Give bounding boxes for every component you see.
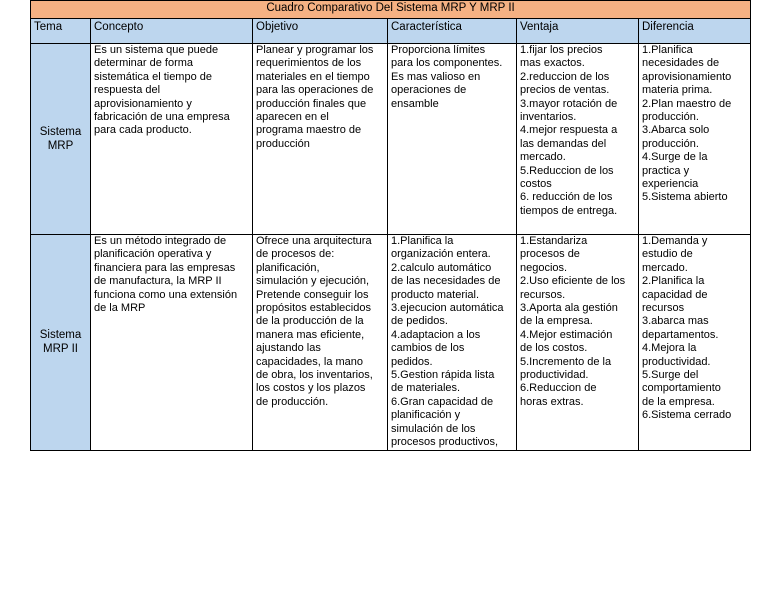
cell-line: 6.Sistema cerrado [642,409,732,422]
cell-line: practica y [642,164,690,177]
concepto-cell [91,235,253,451]
comparison-table [30,0,751,451]
cell-line: 1.fijar los precios [520,44,603,56]
tema-cell [31,44,91,235]
cell-line: procesos de [520,248,580,261]
cell-line: cambios de los [391,342,465,355]
cell-line: de manufactura, la MRP II [94,275,222,288]
cell-line: aparecen en el [256,111,329,124]
cell-line: mercado. [520,151,566,164]
cell-line: 2.Planifica la [642,275,705,288]
ventaja-cell [517,44,639,235]
cell-line: operaciones de [391,84,467,97]
cell-line: 3.Abarca solo [642,124,710,137]
cell-line: requerimientos de los [256,57,362,70]
cell-line: ajustando las [256,342,321,355]
table-row [31,235,751,451]
cell-line: 2.calculo automático [391,261,492,274]
cell-line: de producción. [256,395,329,408]
cell-line: de obra, los inventarios, [256,369,373,382]
header-caracteristica: Característica [388,19,517,44]
cell-line: producto material. [391,288,480,301]
diferencia-cell [639,235,751,451]
cell-line: propósitos establecidos [256,302,371,315]
cell-line: materia prima. [642,84,713,97]
cell-line: capacidad de [642,288,708,301]
cell-line: experiencia [642,178,699,191]
cell-line: 3.mayor rotación de [520,97,618,110]
cell-line: comportamiento [642,382,721,395]
cell-line: de procesos de: [256,248,335,261]
cell-line: Sistema [39,126,82,138]
ventaja-cell [517,235,639,451]
table-title-row [31,1,751,19]
diferencia-cell [639,44,751,235]
cell-line: Es un sistema que puede [94,44,219,56]
cell-line: 2.Uso eficiente de los [520,275,626,288]
cell-line: mas exactos. [520,57,585,70]
cell-line: 4.Surge de la [642,151,708,164]
cell-line: organización entera. [391,248,491,261]
cell-line: 1.Planifica la [391,235,454,247]
header-tema: Tema [31,19,91,44]
cell-line: 1.Estandariza [520,235,588,247]
tema-cell [31,235,91,451]
cell-line: necesidades de [642,57,720,70]
table-row [31,44,751,235]
cell-line: planificación operativa y [94,248,212,261]
cell-line: las demandas del [520,137,607,150]
cell-line: 4.adaptacion a los [391,328,481,341]
cell-line: planificación, [256,261,320,274]
cell-line: materiales en el tiempo [256,70,370,83]
cell-line: 3.ejecucion automática [391,302,504,315]
cell-line: de la empresa. [520,315,593,328]
cell-line: 6.Gran capacidad de [391,395,494,408]
cell-line: estudio de [642,248,693,261]
cell-line: producción [256,137,310,150]
cell-line: capacidades, la mano [256,355,364,368]
cell-line: programa maestro de [256,124,362,137]
header-ventaja: Ventaja [517,19,639,44]
cell-line: procesos productivos, [391,436,498,449]
cell-line: producción. [642,111,699,124]
cell-line: Es un método integrado de [94,235,227,247]
cell-line: pedidos. [391,355,433,368]
cell-line: MRP II [43,343,78,356]
cell-line: precios de ventas. [520,84,610,97]
cell-line: Ofrece una arquitectura [256,235,372,247]
header-diferencia: Diferencia [639,19,751,44]
cell-line: 2.reduccion de los [520,70,610,83]
cell-line: financiera para las empresas [94,261,236,274]
cell-line: respuesta del [94,84,161,97]
cell-line: los costos y los plazos [256,382,366,395]
objetivo-cell [253,235,388,451]
cell-line: negocios. [520,261,568,274]
cell-line: ensamble [391,97,439,110]
cell-line: aprovisionamiento y [94,97,192,110]
cell-line: 5.Incremento de la [520,355,612,368]
cell-line: de las necesidades de [391,275,501,288]
cell-line: recursos [642,302,685,315]
cell-line: de la producción de la [256,315,364,328]
cell-line: aprovisionamiento [642,70,732,83]
cell-line: 4.Mejor estimación [520,328,613,341]
cell-line: Sistema [39,329,82,342]
cell-line: fabricación de una empresa [94,111,230,124]
cell-line: funciona como una extensión [94,288,238,301]
cell-line: para cada producto. [94,124,192,137]
concepto-cell [91,44,253,235]
cell-line: tiempos de entrega. [520,204,618,217]
cell-line: 2.Plan maestro de [642,97,732,110]
cell-line: 5.Gestion rápida lista [391,369,495,382]
cell-line: simulación y ejecución, [256,275,370,288]
cell-line: 4.mejor respuesta a [520,124,618,137]
cell-line: 5.Sistema abierto [642,191,728,204]
cell-line: recursos. [520,288,566,301]
cell-line: inventarios. [520,111,577,124]
cell-line: producción. [642,137,699,150]
caracteristica-cell [388,235,517,451]
cell-line: 5.Surge del [642,369,699,382]
cell-line: manera mas eficiente, [256,328,365,341]
cell-line: Planear y programar los [256,44,374,56]
cell-line: para los componentes. [391,57,503,70]
cell-line: productividad. [520,369,589,382]
cell-line: MRP [47,140,74,152]
cell-line: para las operaciones de [256,84,374,97]
cell-line: Pretende conseguir los [256,288,369,301]
objetivo-cell [253,44,388,235]
cell-line: productividad. [642,355,711,368]
cell-line: horas extras. [520,395,584,408]
cell-line: 3.Aporta ala gestión [520,302,618,315]
header-concepto: Concepto [91,19,253,44]
cell-line: 1.Demanda y [642,235,708,247]
cell-line: de materiales. [391,382,461,395]
cell-line: de la empresa. [642,395,715,408]
cell-line: determinar de forma [94,57,194,70]
cell-line: costos [520,178,552,191]
cell-line: de los costos. [520,342,588,355]
cell-line: mercado. [642,261,688,274]
cell-line: producción finales que [256,97,367,110]
cell-line: simulación de los [391,422,476,435]
table-title: Cuadro Comparativo Del Sistema MRP Y MRP II [31,1,751,19]
cell-line: 3.abarca mas [642,315,709,328]
cell-line: planificación y [391,409,461,422]
cell-line: Proporciona límites [391,44,486,56]
cell-line: 1.Planifica [642,44,693,56]
cell-line: 6.Reduccion de [520,382,597,395]
cell-line: departamentos. [642,328,719,341]
cell-line: de pedidos. [391,315,448,328]
table-header-row [31,19,751,44]
cell-line: Es mas valioso en [391,70,481,83]
caracteristica-cell [388,44,517,235]
cell-line: de la MRP [94,302,146,315]
cell-line: sistemática el tiempo de [94,70,212,83]
cell-line: 5.Reduccion de los [520,164,614,177]
cell-line: 4.Mejora la [642,342,697,355]
header-objetivo: Objetivo [253,19,388,44]
cell-line: 6. reducción de los [520,191,613,204]
